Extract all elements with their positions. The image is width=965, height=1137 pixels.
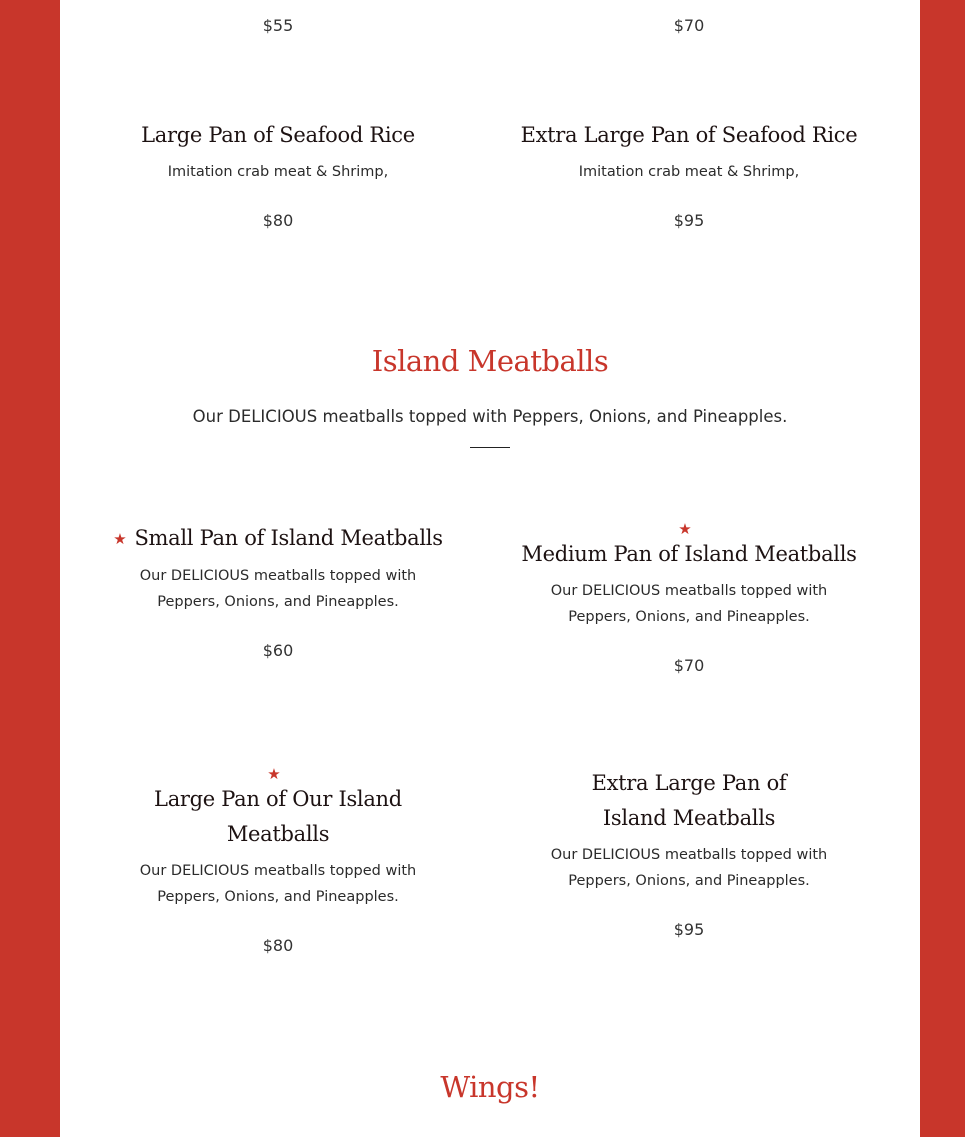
menu-item-large-island-meatballs [113, 766, 443, 958]
item-price: $95 [673, 920, 705, 939]
star-icon: ★ [267, 765, 281, 783]
menu-item-medium-island-meatballs [519, 521, 859, 678]
item-description: Imitation crab meat & Shrimp, [167, 164, 389, 180]
item-price: $80 [262, 936, 294, 955]
item-price: $80 [262, 211, 294, 230]
item-description: Our DELICIOUS meatballs topped with Peppers, Onions, and Pineapples. [550, 583, 828, 625]
star-icon: ★ [113, 530, 127, 548]
section-title-island-meatballs: Island Meatballs [371, 344, 609, 378]
star-icon: ★ [678, 520, 692, 538]
item-title: Extra Large Pan of Island Meatballs [591, 771, 787, 830]
item-title: Large Pan of Our Island Meatballs [154, 787, 402, 846]
item-title: Medium Pan of Island Meatballs [521, 542, 857, 566]
item-title-row [103, 521, 453, 557]
section-divider [470, 447, 510, 448]
item-title: Extra Large Pan of Seafood Rice [520, 123, 858, 147]
item-title: Large Pan of Seafood Rice [141, 123, 415, 147]
section-title-wings: Wings! [440, 1070, 540, 1104]
item-price: $70 [673, 16, 705, 35]
item-description: Our DELICIOUS meatballs topped with Peppers, Onions, and Pineapples. [550, 847, 828, 889]
item-description: Our DELICIOUS meatballs topped with Peppers, Onions, and Pineapples. [139, 568, 417, 610]
menu-item-extra-large-seafood-rice [519, 118, 859, 233]
section-subtitle: Our DELICIOUS meatballs topped with Peppers, Onions, and Pineapples. [192, 407, 788, 426]
item-price: $95 [673, 211, 705, 230]
item-price: $55 [262, 16, 294, 35]
item-description: Imitation crab meat & Shrimp, [578, 164, 800, 180]
item-title: Small Pan of Island Meatballs [134, 526, 443, 550]
item-price: $60 [262, 641, 294, 660]
menu-item-extra-large-island-meatballs [524, 766, 854, 942]
menu-page [60, 0, 920, 1137]
item-price: $70 [673, 656, 705, 675]
item-description: Our DELICIOUS meatballs topped with Peppers, Onions, and Pineapples. [139, 863, 417, 905]
menu-item-small-island-meatballs [103, 521, 453, 663]
menu-item-large-seafood-rice [113, 118, 443, 233]
